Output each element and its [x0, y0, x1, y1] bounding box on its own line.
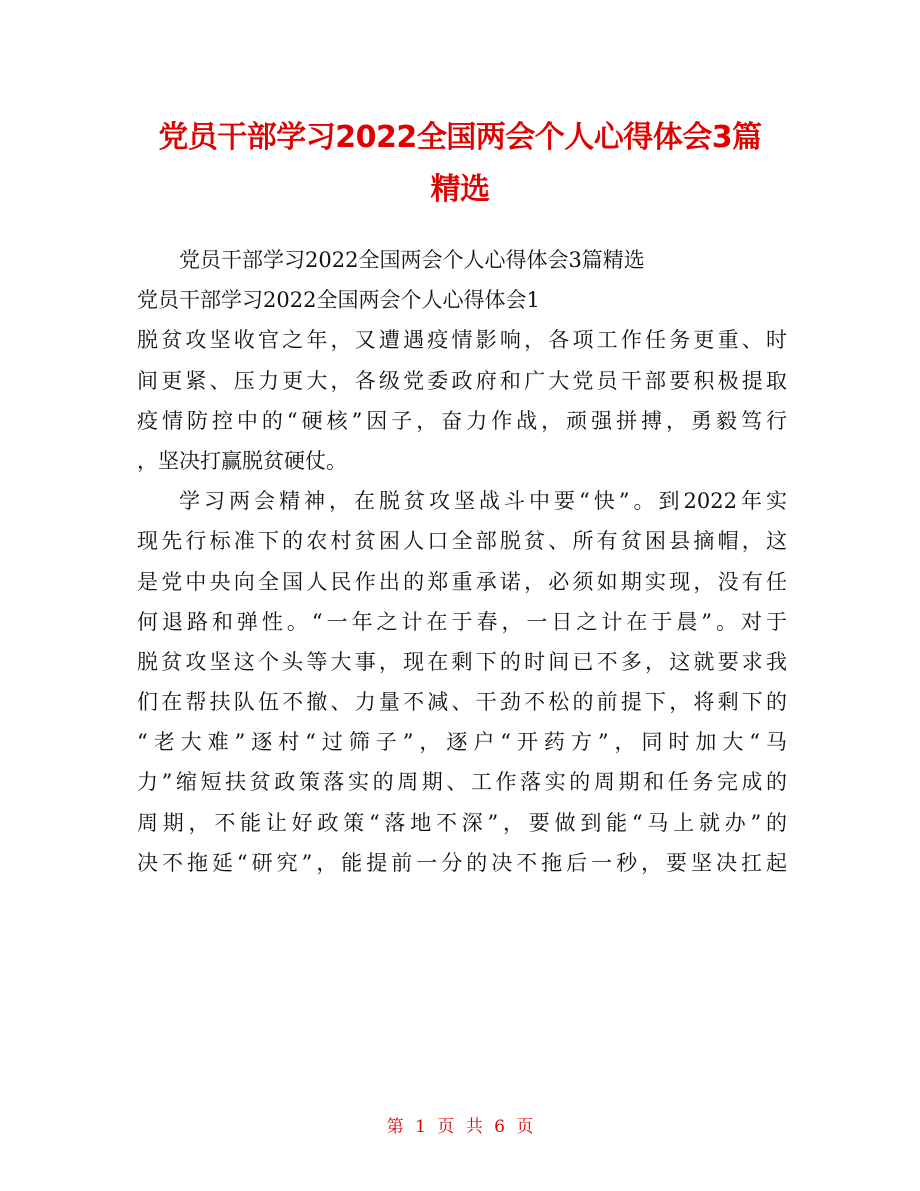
body-line: 学习两会精神，在脱贫攻坚战斗中要“快”。到2022年实: [179, 489, 787, 514]
body-line: 力”缩短扶贫政策落实的周期、工作落实的周期和任务完成的: [137, 770, 787, 795]
document-title: [120, 112, 800, 216]
body-line: 们在帮扶队伍不撤、力量不减、干劲不松的前提下，将剩下的: [137, 690, 787, 715]
body-line: 脱贫攻坚这个头等大事，现在剩下的时间已不多，这就要求我: [137, 649, 787, 674]
body-line: 间更紧、压力更大，各级党委政府和广大党员干部要积极提取: [137, 368, 787, 393]
document-body: [137, 240, 787, 883]
body-line: “老大难”逐村“过筛子”，逐户“开药方”，同时加大“马: [137, 730, 787, 755]
body-line: 疫情防控中的“硬核”因子，奋力作战，顽强拼搏，勇毅笃行: [137, 408, 787, 433]
body-line: 脱贫攻坚收官之年，又遭遇疫情影响，各项工作任务更重、时: [137, 328, 787, 353]
body-line: 是党中央向全国人民作出的郑重承诺，必须如期实现，没有任: [137, 569, 787, 594]
body-line: ，坚决打赢脱贫硬仗。: [137, 448, 347, 473]
body-line: 何退路和弹性。“一年之计在于春，一日之计在于晨”。对于: [137, 609, 787, 634]
body-line: 党员干部学习2022全国两会个人心得体会3篇精选: [179, 248, 645, 272]
body-line: 现先行标准下的农村贫困人口全部脱贫、所有贫困县摘帽，这: [137, 529, 787, 554]
body-line: 周期，不能让好政策“落地不深”，要做到能“马上就办”的: [137, 810, 787, 835]
page-footer: 第 1 页 共 6 页: [386, 1117, 534, 1137]
body-line: 决不拖延“研究”，能提前一分的决不拖后一秒，要坚决扛起: [137, 850, 787, 875]
title-line-2: 精选: [430, 172, 490, 207]
title-line-1: 党员干部学习2022全国两会个人心得体会3篇: [158, 120, 762, 155]
body-line: 党员干部学习2022全国两会个人心得体会1: [137, 288, 540, 313]
